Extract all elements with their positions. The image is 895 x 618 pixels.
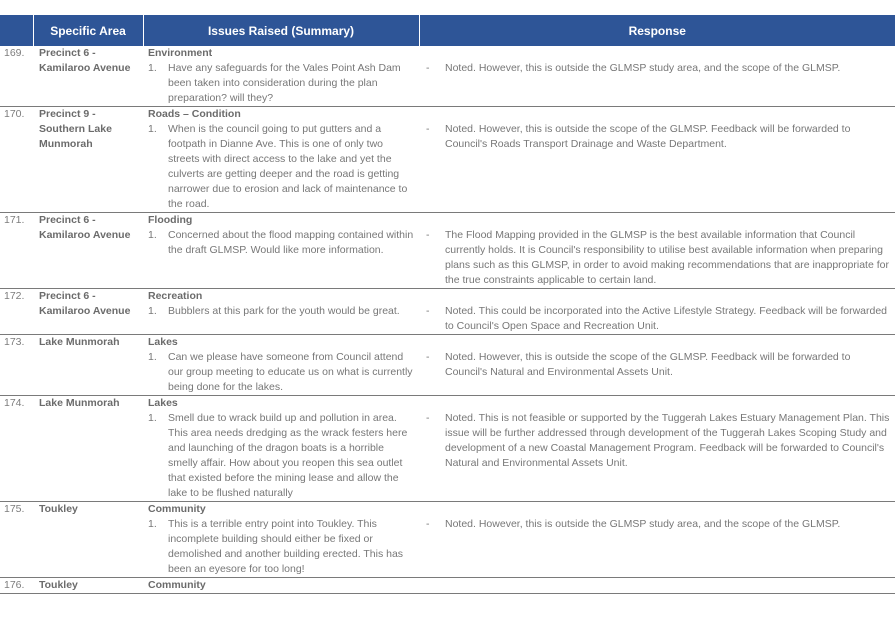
row-number: 171. [0, 213, 33, 289]
row-number: 170. [0, 107, 33, 213]
response-text: Noted. However, this is outside the scope of the GLMSP. Feedback will be forwarded to Council's Natural and Environmental Assets Unit. [445, 351, 851, 378]
item-number: 1. [148, 229, 157, 241]
table-row [0, 396, 895, 502]
issue-cell [143, 578, 419, 594]
response-text: Noted. This could be incorporated into the Active Lifestyle Strategy. Feedback will be forwarded to Council's Open Space and Recreation Unit. [445, 305, 888, 332]
issue-category: Community [148, 503, 206, 515]
response-cell [419, 46, 895, 107]
row-number: 169. [0, 46, 33, 107]
issue-category: Roads – Condition [148, 108, 241, 120]
response-cell [419, 107, 895, 213]
issues-table [0, 15, 895, 594]
table-row [0, 107, 895, 213]
issue-cell [143, 289, 419, 335]
issue-text: Bubblers at this park for the youth would be great. [168, 305, 400, 317]
response-cell [419, 502, 895, 578]
specific-area: Toukley [33, 502, 143, 578]
issue-cell [143, 213, 419, 289]
row-number: 174. [0, 396, 33, 502]
row-number: 173. [0, 335, 33, 396]
row-number: 172. [0, 289, 33, 335]
specific-area: Precinct 9 - Southern Lake Munmorah [33, 107, 143, 213]
response-cell [419, 396, 895, 502]
specific-area: Precinct 6 - Kamilaroo Avenue [33, 213, 143, 289]
item-number: 1. [148, 351, 157, 363]
response-bullet: - [426, 518, 430, 530]
row-number: 175. [0, 502, 33, 578]
issue-category: Lakes [148, 397, 178, 409]
response-cell [419, 289, 895, 335]
issue-text: Smell due to wrack build up and pollution in area. This area needs dredging as the wrack festers here and launching of the dragon boats is a horrible smelly affair. How about you reopen this sea outlet that existed before the mining lease and allow the lake to be flushed naturally [168, 412, 408, 499]
header-specific-area: Specific Area [33, 15, 143, 46]
issue-text: Concerned about the flood mapping contained within the draft GLMSP. Would like more information. [168, 229, 414, 256]
issue-category: Lakes [148, 336, 178, 348]
response-text: Noted. This is not feasible or supported by the Tuggerah Lakes Estuary Management Plan. This issue will be further addressed through development of the Tuggerah Lakes Scoping Study and development of a new Coastal Management Program. Feedback will be forwarded to Council's Natural and Environmental Assets Unit. [445, 412, 890, 469]
issue-category: Community [148, 579, 206, 591]
issue-text: When is the council going to put gutters and a footpath in Dianne Ave. This is one of only two streets with direct access to the lake and yet the culverts are getting deeper and the road is getting narrower due to erosion and lack of maintenance to the road. [168, 123, 408, 210]
header-number [0, 15, 33, 46]
item-number: 1. [148, 412, 157, 424]
specific-area: Toukley [33, 578, 143, 594]
response-text: Noted. However, this is outside the GLMSP study area, and the scope of the GLMSP. [445, 62, 841, 74]
issue-cell [143, 46, 419, 107]
table-header-row [0, 15, 895, 46]
issue-cell [143, 502, 419, 578]
response-text: The Flood Mapping provided in the GLMSP is the best available information that Council currently holds. It is Council's responsibility to utilise best available information when preparing plans such as this GLMSP, in order to avoid making recommendations that are inappropriate for the true constraints applicable to certain land. [445, 229, 889, 286]
response-text: Noted. However, this is outside the scope of the GLMSP. Feedback will be forwarded to Council's Roads Transport Drainage and Waste Department. [445, 123, 851, 150]
issue-text: Can we please have someone from Council attend our group meeting to educate us on what is currently being done for the lakes. [168, 351, 413, 393]
specific-area: Precinct 6 - Kamilaroo Avenue [33, 289, 143, 335]
response-text: Noted. However, this is outside the GLMSP study area, and the scope of the GLMSP. [445, 518, 841, 530]
response-cell [419, 578, 895, 594]
issue-category: Flooding [148, 214, 193, 226]
row-number: 176. [0, 578, 33, 594]
issue-text: This is a terrible entry point into Toukley. This incomplete building should either be fixed or demolished and another building erected. This has been an eyesore for too long! [168, 518, 404, 575]
response-bullet: - [426, 229, 430, 241]
issue-category: Recreation [148, 290, 203, 302]
table-row [0, 289, 895, 335]
issue-cell [143, 107, 419, 213]
table-row [0, 213, 895, 289]
response-bullet: - [426, 123, 430, 135]
response-cell [419, 213, 895, 289]
item-number: 1. [148, 305, 157, 317]
issue-cell [143, 396, 419, 502]
table-row [0, 502, 895, 578]
response-bullet: - [426, 62, 430, 74]
item-number: 1. [148, 123, 157, 135]
header-issues-raised: Issues Raised (Summary) [143, 15, 419, 46]
response-bullet: - [426, 412, 430, 424]
response-bullet: - [426, 351, 430, 363]
response-cell [419, 335, 895, 396]
item-number: 1. [148, 518, 157, 530]
table-row [0, 335, 895, 396]
issue-category: Environment [148, 47, 213, 59]
specific-area: Precinct 6 - Kamilaroo Avenue [33, 46, 143, 107]
issue-cell [143, 335, 419, 396]
issue-text: Have any safeguards for the Vales Point Ash Dam been taken into consideration during the plan preparation? will they? [168, 62, 401, 104]
specific-area: Lake Munmorah [33, 396, 143, 502]
item-number: 1. [148, 62, 157, 74]
specific-area: Lake Munmorah [33, 335, 143, 396]
table-row [0, 46, 895, 107]
table-row [0, 578, 895, 594]
response-bullet: - [426, 305, 430, 317]
header-response: Response [419, 15, 895, 46]
